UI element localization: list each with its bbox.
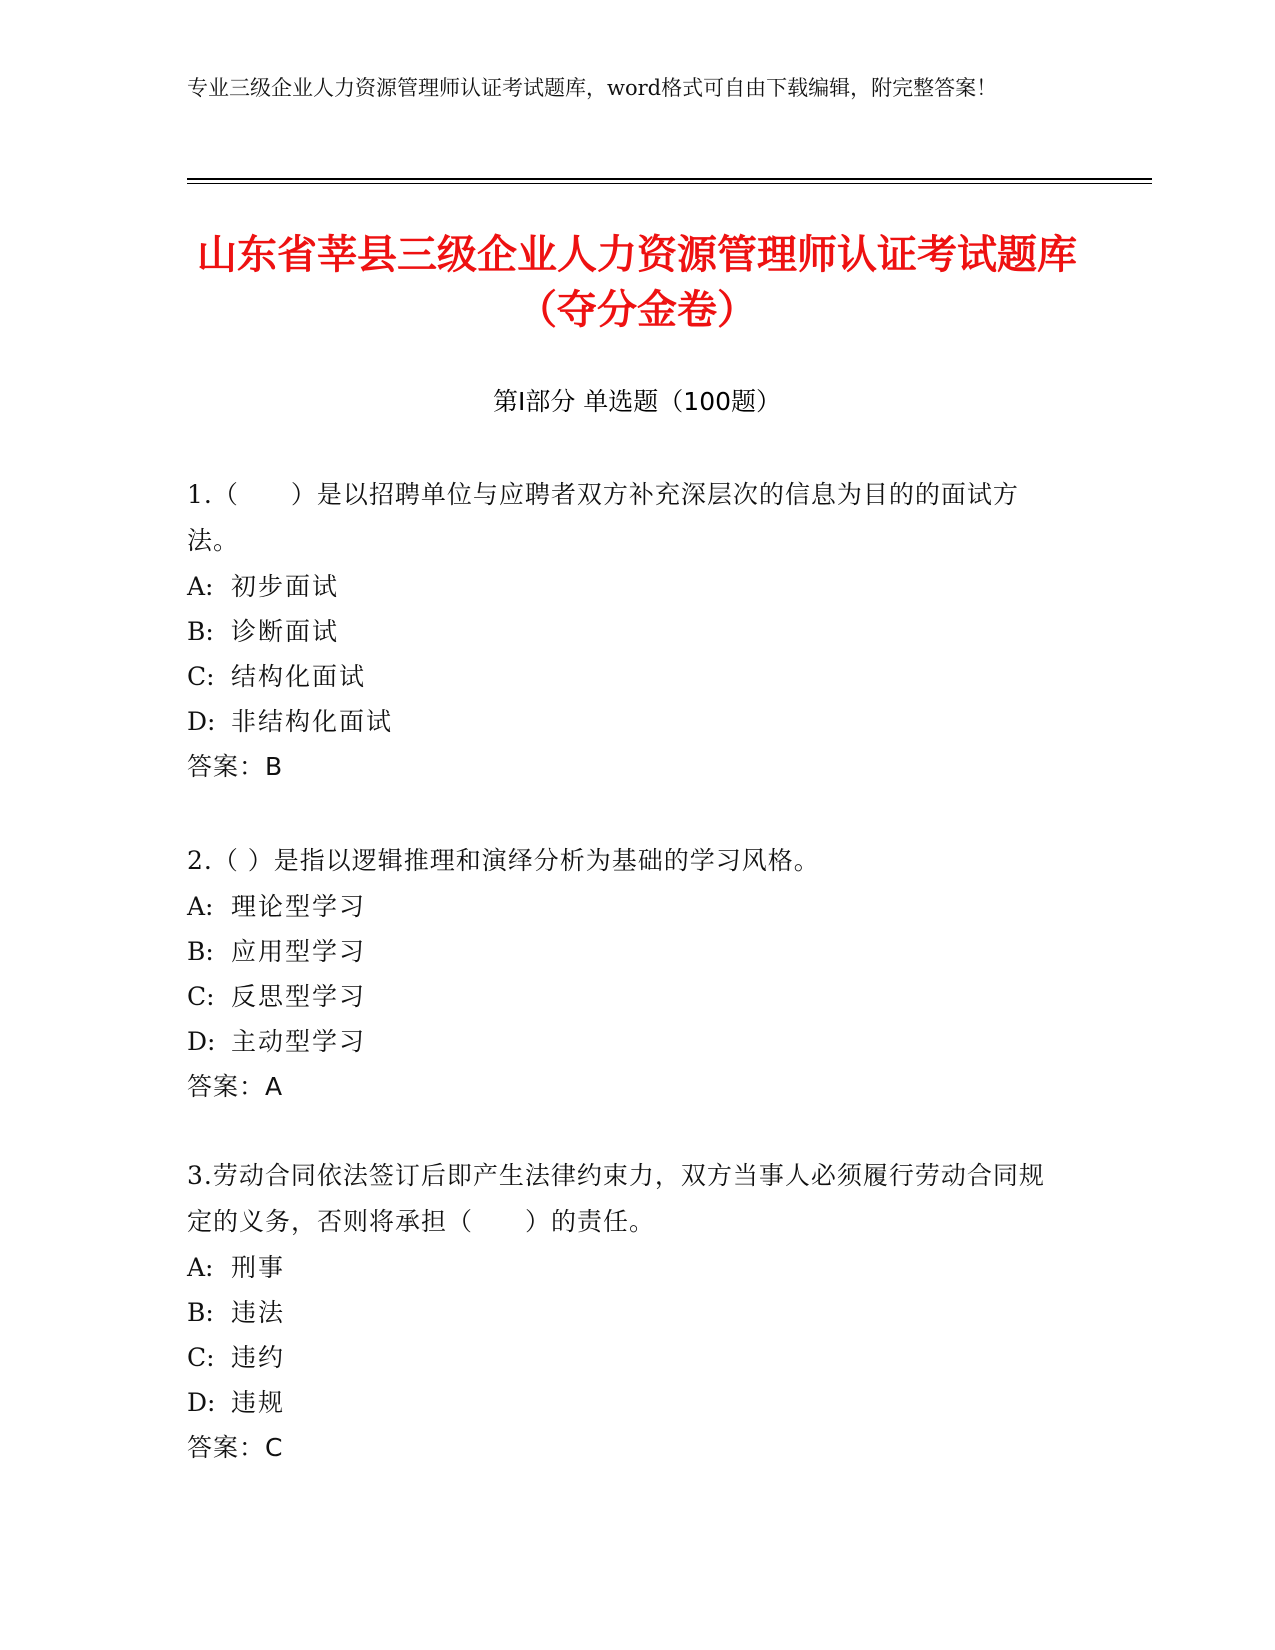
question-stem: 3.劳动合同依法签订后即产生法律约束力，双方当事人必须履行劳动合同规定的义务，否则将承担（ ）的责任。 <box>187 1161 1045 1236</box>
answer-line: 答案：A <box>187 1072 284 1101</box>
option-b <box>187 929 1067 974</box>
option-letter: A: <box>187 1253 214 1282</box>
option-letter: D: <box>187 707 216 736</box>
option-text: 违规 <box>231 1388 286 1417</box>
option-text: 应用型学习 <box>231 937 367 966</box>
section-heading: 第I部分 单选题（100题） <box>492 387 782 416</box>
option-text: 诊断面试 <box>231 617 340 646</box>
option-text: 非结构化面试 <box>231 707 394 736</box>
question-2 <box>187 838 1067 1109</box>
option-text: 刑事 <box>231 1253 286 1282</box>
option-b <box>187 609 1067 654</box>
option-letter: D: <box>187 1027 216 1056</box>
option-d <box>187 1019 1067 1064</box>
option-text: 结构化面试 <box>231 662 367 691</box>
option-letter: B: <box>187 937 214 966</box>
header-note: 专业三级企业人力资源管理师认证考试题库，word格式可自由下载编辑，附完整答案！ <box>187 76 998 100</box>
question-3 <box>187 1153 1067 1470</box>
option-letter: A: <box>187 892 214 921</box>
document-title: 山东省莘县三级企业人力资源管理师认证考试题库（夺分金卷） <box>197 232 1077 333</box>
option-letter: D: <box>187 1388 216 1417</box>
option-text: 违法 <box>231 1298 286 1327</box>
option-letter: C: <box>187 1343 215 1372</box>
option-text: 主动型学习 <box>231 1027 367 1056</box>
answer-line: 答案：B <box>187 752 284 781</box>
option-letter: A: <box>187 572 214 601</box>
option-a <box>187 564 1067 609</box>
option-letter: B: <box>187 1298 214 1327</box>
option-b <box>187 1290 1067 1335</box>
option-letter: B: <box>187 617 214 646</box>
option-c <box>187 654 1067 699</box>
option-a <box>187 884 1067 929</box>
option-text: 理论型学习 <box>231 892 367 921</box>
option-letter: C: <box>187 982 215 1011</box>
option-text: 违约 <box>231 1343 286 1372</box>
answer-line: 答案：C <box>187 1433 284 1462</box>
option-d <box>187 1380 1067 1425</box>
header-divider-top <box>187 178 1152 180</box>
question-1 <box>187 472 1067 789</box>
option-c <box>187 1335 1067 1380</box>
question-stem: 2.（ ）是指以逻辑推理和演绎分析为基础的学习风格。 <box>187 846 820 875</box>
option-c <box>187 974 1067 1019</box>
option-d <box>187 699 1067 744</box>
option-letter: C: <box>187 662 215 691</box>
option-text: 初步面试 <box>231 572 340 601</box>
question-stem: 1.（ ）是以招聘单位与应聘者双方补充深层次的信息为目的的面试方法。 <box>187 480 1019 555</box>
option-text: 反思型学习 <box>231 982 367 1011</box>
header-divider-bottom <box>187 183 1152 184</box>
option-a <box>187 1245 1067 1290</box>
